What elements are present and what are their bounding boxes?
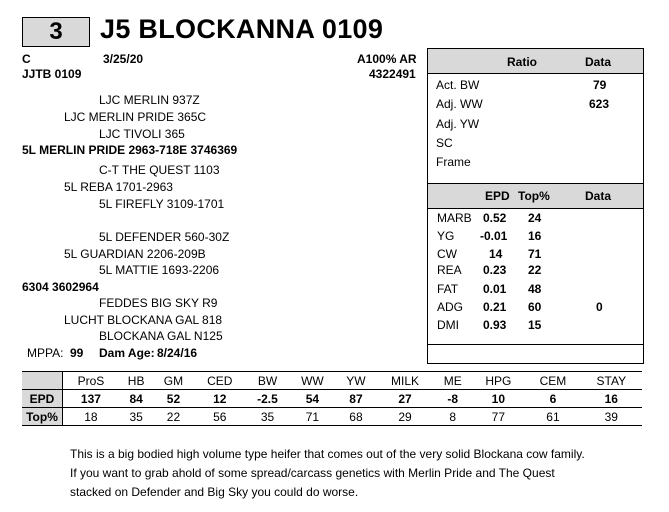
epd-value-gm: 52 — [153, 390, 193, 408]
sex-code: C — [22, 52, 31, 66]
ratio-data-adj-ww: 623 — [589, 97, 610, 111]
carcass-label-yg: YG — [437, 229, 455, 243]
ratio-data-header: Data — [585, 55, 612, 69]
epd-value-ww: 54 — [289, 390, 336, 408]
epd-header-ww: WW — [289, 372, 336, 390]
carcass-epd-marb: 0.52 — [483, 211, 507, 225]
epd-row-label: EPD — [22, 390, 63, 408]
pedigree-dam-dam-dam: BLOCKANA GAL N125 — [99, 329, 223, 343]
animal-name: J5 BLOCKANNA 0109 — [100, 14, 384, 44]
epd-header-gm: GM — [153, 372, 193, 390]
pedigree-dam-sire-dam: 5L MATTIE 1693-2206 — [99, 263, 220, 277]
dam-age-label: Dam Age: — [99, 346, 155, 360]
carcass-epd-yg: -0.01 — [480, 229, 508, 243]
carcass-top-adg: 60 — [528, 300, 542, 314]
top-value-me: 8 — [434, 408, 471, 426]
carcass-top-cw: 71 — [528, 247, 542, 261]
epd-value-cem: 6 — [525, 390, 580, 408]
epd-header-yw: YW — [336, 372, 376, 390]
epd-value-bw: -2.5 — [246, 390, 289, 408]
mppa-value: 99 — [70, 346, 84, 360]
pedigree-dam-dam-sire: FEDDES BIG SKY R9 — [99, 296, 218, 310]
carcass-top-marb: 24 — [528, 211, 542, 225]
pedigree-sire-sire: LJC MERLIN PRIDE 365C — [64, 110, 207, 124]
epd-header-ced: CED — [194, 372, 247, 390]
carcass-top-dmi: 15 — [528, 318, 542, 332]
pedigree-sire-sire-sire: LJC MERLIN 937Z — [99, 93, 200, 107]
ratio-header: Ratio — [507, 55, 537, 69]
notes-box — [427, 344, 644, 364]
pedigree-sire-dam-dam: 5L FIREFLY 3109-1701 — [99, 197, 225, 211]
ratio-label-frame: Frame — [436, 155, 471, 169]
dam-age-value: 8/24/16 — [157, 346, 198, 360]
epd-value-ced: 12 — [194, 390, 247, 408]
epd-values-row — [22, 390, 642, 408]
top-value-hb: 35 — [119, 408, 154, 426]
epd-value-milk: 27 — [376, 390, 434, 408]
top-value-hpg: 77 — [471, 408, 525, 426]
carcass-epd-adg: 0.21 — [483, 300, 507, 314]
top-value-cem: 61 — [525, 408, 580, 426]
pedigree-dam-sire-sire: 5L DEFENDER 560-30Z — [99, 230, 230, 244]
pedigree-sire: 5L MERLIN PRIDE 2963-718E 3746369 — [22, 143, 238, 157]
performance-data-box — [427, 48, 644, 345]
pedigree-sire-sire-dam: LJC TIVOLI 365 — [99, 127, 185, 141]
description-line: stacked on Defender and Big Sky you could do worse. — [70, 485, 359, 499]
mppa-label: MPPA: — [27, 346, 64, 360]
carcass-top-rea: 22 — [528, 263, 542, 277]
epd-header-cem: CEM — [525, 372, 580, 390]
ar-status: A100% AR — [357, 52, 417, 66]
tattoo: JJTB 0109 — [22, 67, 82, 81]
epd-value-hb: 84 — [119, 390, 154, 408]
carcass-label-marb: MARB — [437, 211, 472, 225]
pedigree-sire-dam: 5L REBA 1701-2963 — [64, 180, 173, 194]
description-line: This is a big bodied high volume type heifer that comes out of the very solid Blockana cow family. — [70, 447, 585, 461]
pedigree-dam-sire: 5L GUARDIAN 2206-209B — [64, 247, 206, 261]
carcass-data-adg: 0 — [596, 300, 603, 314]
lot-number: 3 — [22, 17, 90, 47]
top-value-ww: 71 — [289, 408, 336, 426]
ratio-label-act-bw: Act. BW — [436, 78, 480, 92]
ratio-label-adj-ww: Adj. WW — [436, 97, 483, 111]
pedigree-dam: 6304 3602964 — [22, 280, 99, 294]
top-value-milk: 29 — [376, 408, 434, 426]
epd-value-me: -8 — [434, 390, 471, 408]
top-value-ced: 56 — [194, 408, 247, 426]
ratio-label-sc: SC — [436, 136, 453, 150]
carcass-label-dmi: DMI — [437, 318, 459, 332]
carcass-top-fat: 48 — [528, 282, 542, 296]
top-value-stay: 39 — [581, 408, 642, 426]
epd-header-hpg: HPG — [471, 372, 525, 390]
description-line: If you want to grab ahold of some spread/carcass genetics with Merlin Pride and The Quest — [70, 466, 555, 480]
top-value-gm: 22 — [153, 408, 193, 426]
birth-date: 3/25/20 — [103, 52, 144, 66]
carcass-top-yg: 16 — [528, 229, 542, 243]
epd-header-pros: ProS — [63, 372, 119, 390]
description — [70, 445, 650, 502]
top-percent-row — [22, 408, 642, 426]
epd-value-stay: 16 — [581, 390, 642, 408]
epd-header-stay: STAY — [581, 372, 642, 390]
pedigree-dam-dam: LUCHT BLOCKANA GAL 818 — [64, 313, 223, 327]
registration-number: 4322491 — [369, 67, 416, 81]
epd-corner-cell — [22, 372, 63, 390]
carcass-label-cw: CW — [437, 247, 457, 261]
epd-value-hpg: 10 — [471, 390, 525, 408]
top-value-pros: 18 — [63, 408, 119, 426]
carcass-label-adg: ADG — [437, 300, 464, 314]
pedigree-sire-dam-sire: C-T THE QUEST 1103 — [99, 163, 220, 177]
epd-table — [22, 371, 642, 426]
epd-header-hb: HB — [119, 372, 154, 390]
carcass-epd-dmi: 0.93 — [483, 318, 507, 332]
epd-header-bw: BW — [246, 372, 289, 390]
carcass-epd-cw: 14 — [489, 247, 503, 261]
epd-header-milk: MILK — [376, 372, 434, 390]
carcass-label-fat: FAT — [437, 282, 459, 296]
carcass-label-rea: REA — [437, 263, 462, 277]
carcass-epd-header: EPD — [485, 189, 510, 203]
carcass-epd-fat: 0.01 — [483, 282, 507, 296]
ratio-label-adj-yw: Adj. YW — [436, 117, 480, 131]
top-value-yw: 68 — [336, 408, 376, 426]
carcass-data-header: Data — [585, 189, 612, 203]
ratio-data-act-bw: 79 — [593, 78, 607, 92]
epd-header-me: ME — [434, 372, 471, 390]
carcass-top-header: Top% — [518, 189, 550, 203]
epd-value-pros: 137 — [63, 390, 119, 408]
carcass-epd-rea: 0.23 — [483, 263, 507, 277]
epd-value-yw: 87 — [336, 390, 376, 408]
top-value-bw: 35 — [246, 408, 289, 426]
epd-header-row — [22, 372, 642, 390]
top-percent-row-label: Top% — [22, 408, 63, 426]
